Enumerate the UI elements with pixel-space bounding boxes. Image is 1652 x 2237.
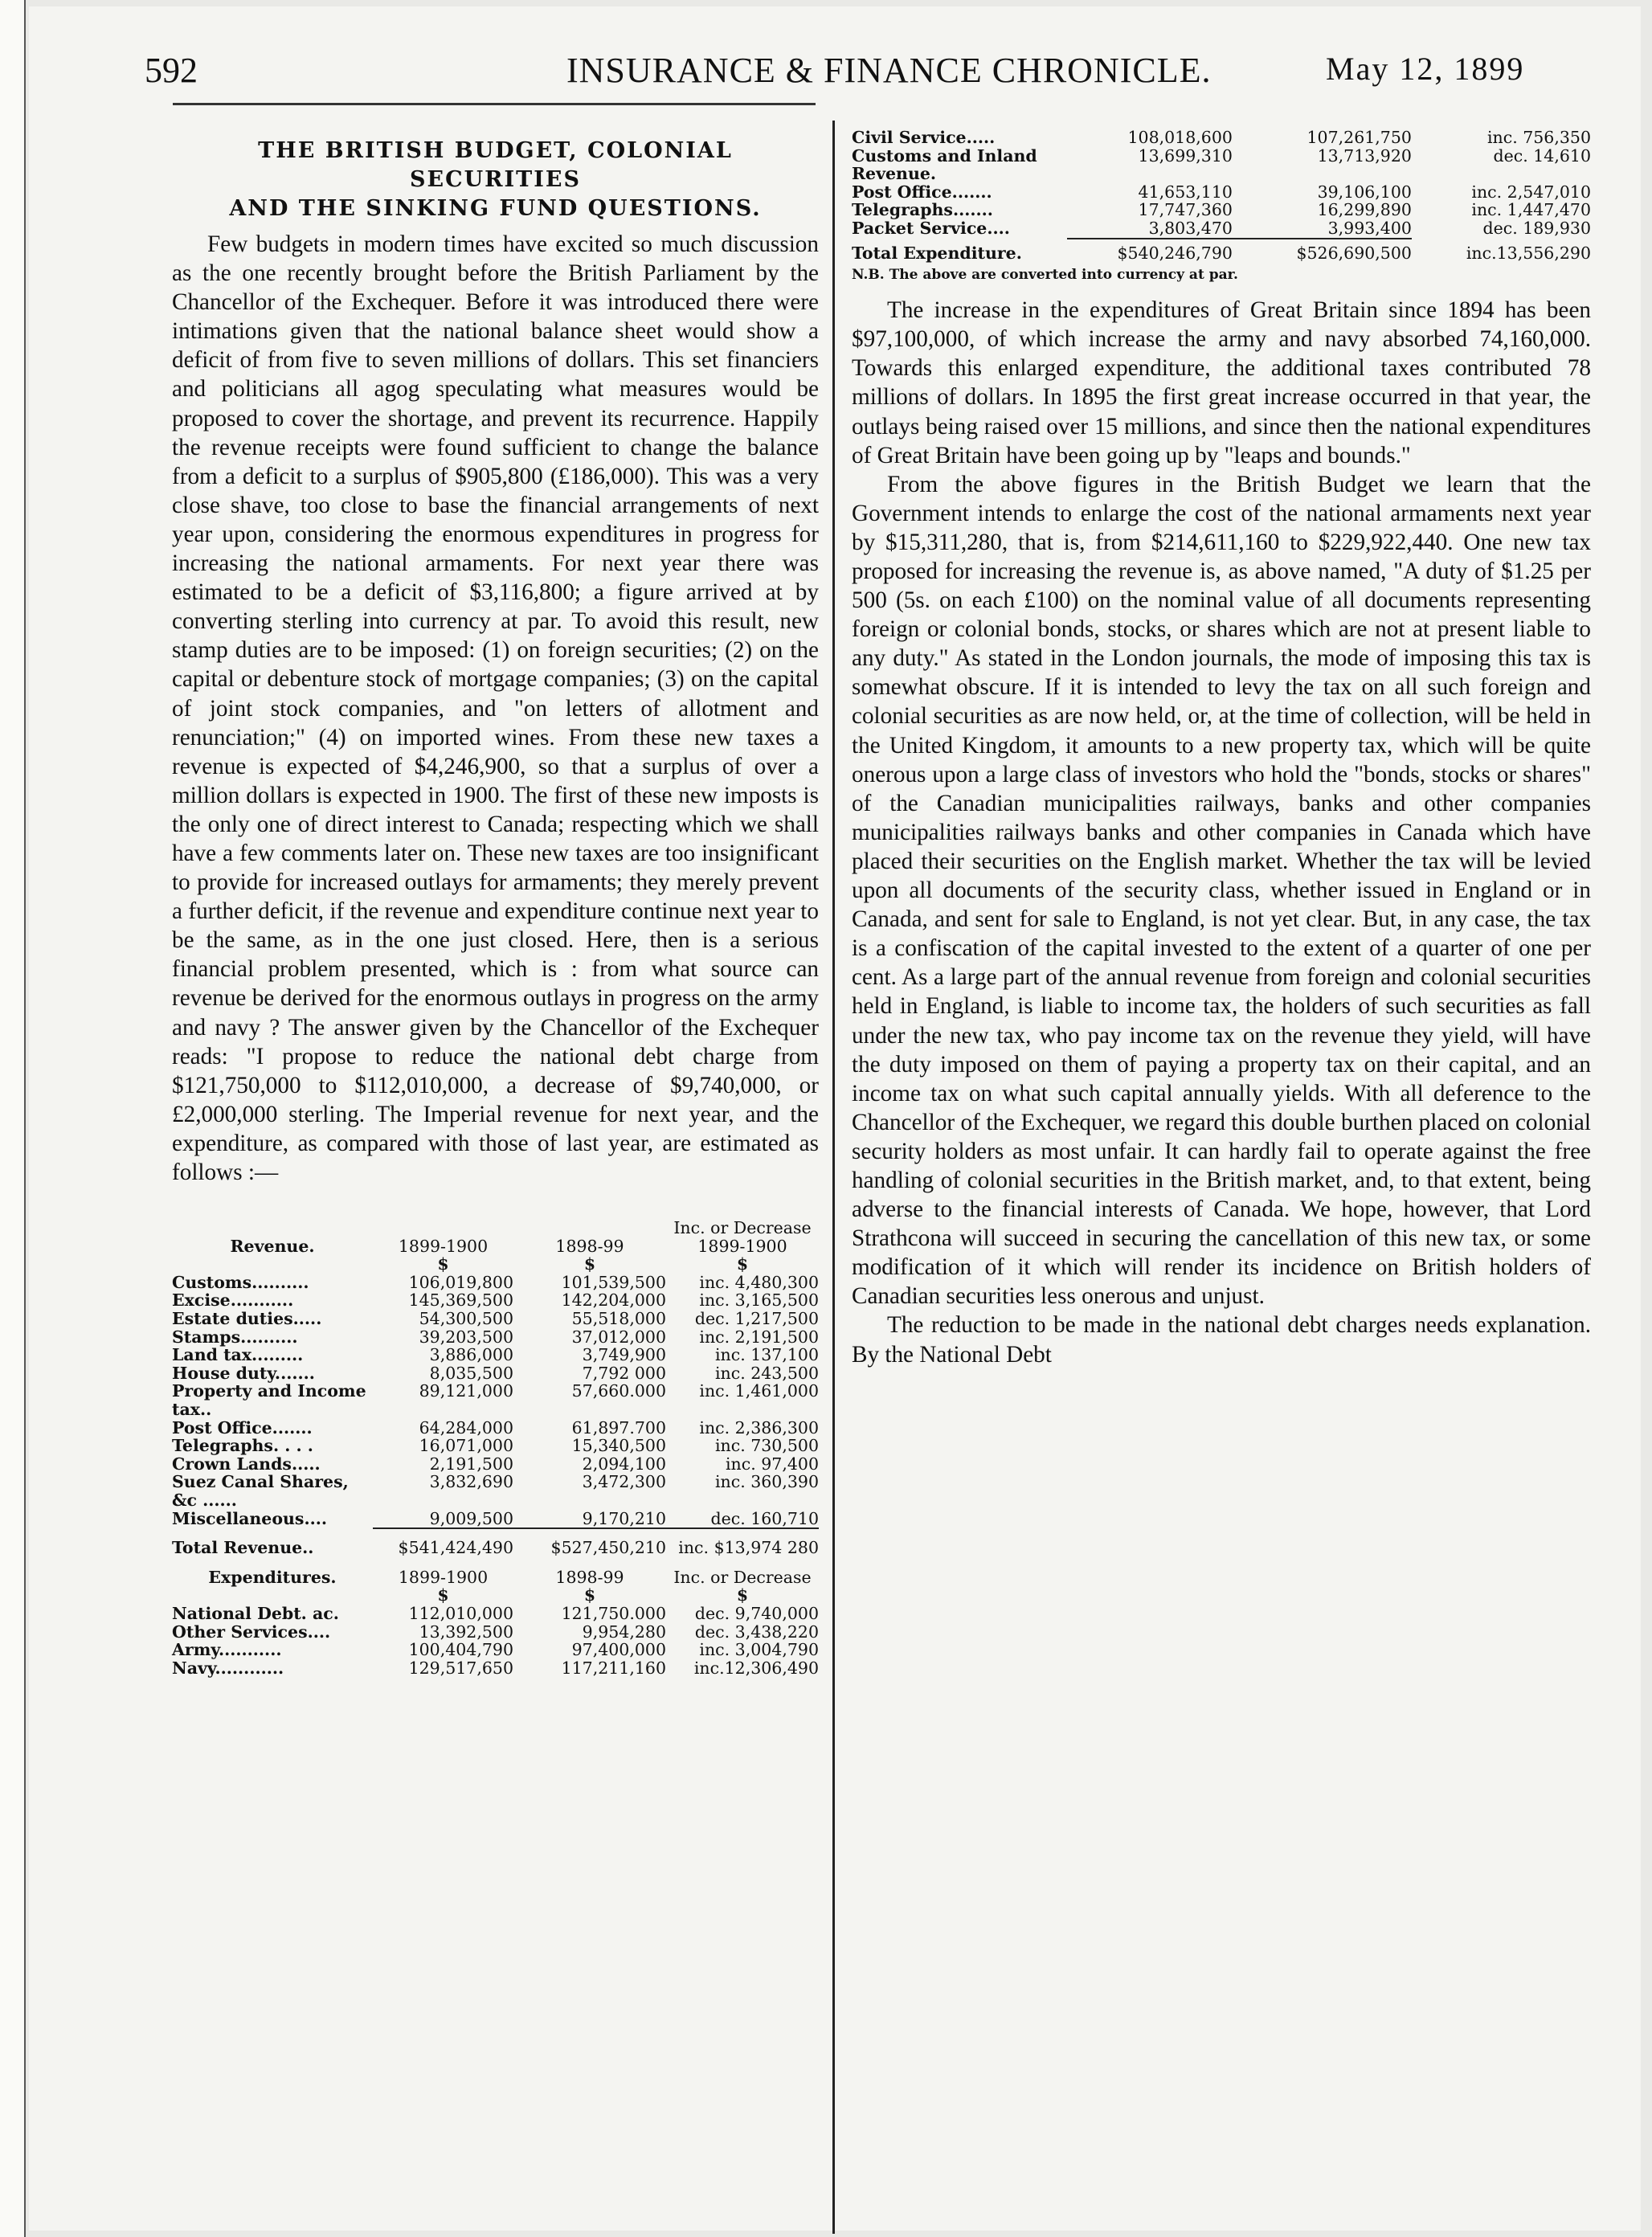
- table-row: [172, 1455, 819, 1474]
- cell-value: 15,340,500: [571, 1436, 666, 1456]
- cell-value: 142,204,000: [561, 1290, 666, 1311]
- cell-value: 3,803,470: [1148, 218, 1233, 238]
- cell-value: 9,170,210: [582, 1508, 666, 1528]
- journal-title: INSURANCE & FINANCE CHRONICLE.: [566, 51, 1212, 90]
- total-value: $541,424,490: [398, 1538, 513, 1558]
- expenditure-header-year1: 1899-1900: [398, 1567, 489, 1587]
- cell-value: inc. 243,500: [714, 1363, 819, 1383]
- cell-value: dec. 3,438,220: [694, 1622, 819, 1642]
- currency-symbol: $: [437, 1254, 449, 1274]
- article-headline: [172, 137, 819, 223]
- cell-value: 39,203,500: [419, 1327, 513, 1347]
- total-change: inc. $13,974 280: [678, 1538, 819, 1558]
- cell-value: 3,749,900: [582, 1345, 666, 1365]
- table-row: [852, 201, 1591, 219]
- table-row: [172, 1473, 819, 1509]
- cell-value: 54,300,500: [419, 1309, 513, 1329]
- table-row: [852, 129, 1591, 147]
- cell-value: 145,369,500: [408, 1290, 513, 1311]
- cell-value: inc. 756,350: [1486, 128, 1591, 147]
- currency-symbol: $: [583, 1585, 596, 1605]
- cell-value: 9,009,500: [429, 1508, 513, 1528]
- cell-value: dec. 14,610: [1493, 145, 1591, 166]
- revenue-table: [172, 1219, 819, 1677]
- cell-value: inc.12,306,490: [693, 1658, 819, 1678]
- row-label: Stamps..........: [172, 1327, 298, 1347]
- row-label: Crown Lands.....: [172, 1454, 321, 1474]
- total-value: $527,450,210: [550, 1538, 666, 1558]
- cell-value: inc. 730,500: [714, 1436, 819, 1456]
- row-label: Miscellaneous....: [172, 1508, 328, 1528]
- paragraph: From the above figures in the British Budget we learn that the Government intends to enlarge the cost of the national armaments next year by $15,311,280, that is, from $214,611,160 to $229,922,440. One new tax proposed for increasing the revenue is, as above named, "A duty of $1.25 per 500 (5s. on each £100) on the nominal value of all documents representing foreign or colonial bonds, stocks, or shares which are not at present liable to any duty." As stated in the London journals, the mode of imposing this tax is somewhat obscure. If it is intended to levy the tax on all such foreign and colonial securities as are now held, or, at the time of collection, will be held in the United Kingdom, it amounts to a new property tax, which will be quite onerous upon a large class of investors who hold the "bonds, stocks or shares" of the Canadian municipalities railways, banks and other companies municipalities railways banks and other companies in Canada which have placed their securities on the English market. Whether the tax will be levied upon all documents of the security class, whether issued in England or in Canada, and sent for sale to England, is not yet clear. But, in any case, the tax is a confiscation of the capital invested to the extent of a quarter of one per cent. As a large part of the annual revenue from foreign and colonial securities held in England, is liable to income tax, the holders of such securities as fall under the new tax, who pay income tax on the revenue they yield, will have the duty imposed on them of paying a property tax on their capital, and an income tax on what such capital annually yields. With all deference to the Chancellor of the Exchequer, we regard this double burthen placed on colonial security holders as most unfair. It can hardly fail to operate against the free handling of colonial securities in the British market, and, to that extent, being adverse to the financial interests of Canada. We hope, however, that Lord Strathcona will succeed in securing the cancellation of this new tax, or some modification of it which will render its incidence on British holders of Canadian securities less onerous and unjust.: [852, 471, 1591, 1310]
- cell-value: 3,886,000: [429, 1345, 513, 1365]
- row-label: Customs and Inland Revenue.: [852, 145, 1037, 184]
- column-divider: [832, 121, 835, 2234]
- cell-value: 9,954,280: [582, 1622, 666, 1642]
- row-label: Packet Service....: [852, 218, 1010, 238]
- cell-value: inc. 1,461,000: [699, 1381, 819, 1401]
- revenue-header-change: Inc. or Decrease 1899-1900: [673, 1218, 812, 1256]
- cell-value: 57,660.000: [571, 1381, 666, 1401]
- cell-value: inc. 2,191,500: [699, 1327, 819, 1347]
- cell-value: 107,261,750: [1306, 128, 1412, 147]
- cell-value: 13,713,920: [1317, 145, 1412, 166]
- issue-date: May 12, 1899: [1326, 51, 1525, 87]
- cell-value: 16,071,000: [419, 1436, 513, 1456]
- row-label: Telegraphs.......: [852, 200, 993, 220]
- cell-value: 97,400,000: [571, 1640, 666, 1660]
- row-label: Other Services....: [172, 1622, 331, 1642]
- cell-value: 117,211,160: [561, 1658, 666, 1678]
- header-rule: [173, 103, 816, 105]
- table-row: [852, 219, 1591, 239]
- cell-value: 13,392,500: [419, 1622, 513, 1642]
- table-row: [852, 183, 1591, 202]
- cell-value: 8,035,500: [429, 1363, 513, 1383]
- row-label: Estate duties.....: [172, 1309, 322, 1329]
- row-label: Civil Service.....: [852, 128, 996, 147]
- currency-symbol: $: [736, 1254, 749, 1274]
- cell-value: 3,472,300: [582, 1472, 666, 1492]
- row-label: Suez Canal Shares, &c ......: [172, 1472, 349, 1510]
- cell-value: 61,897.700: [571, 1417, 666, 1437]
- expenditure-header-change: Inc. or Decrease: [673, 1567, 812, 1587]
- row-label: Navy............: [172, 1658, 284, 1678]
- cell-value: 100,404,790: [408, 1640, 513, 1660]
- paragraph: The increase in the expenditures of Great Britain since 1894 has been $97,100,000, of which increase the army and navy absorbed 74,160,000. Towards this enlarged expenditure, the additional taxes contributed 78 millions of dollars. In 1895 the first great increase occurred in that year, the outlays being raised over 15 millions, and since then the national expenditures of Great Britain have been going up by "leaps and bounds.": [852, 297, 1591, 468]
- cell-value: inc. 137,100: [714, 1345, 819, 1365]
- page-header: [145, 50, 1631, 106]
- cell-value: 39,106,100: [1317, 182, 1412, 202]
- headline-line-2: AND THE SINKING FUND QUESTIONS.: [229, 196, 762, 221]
- cell-value: 2,094,100: [582, 1454, 666, 1474]
- row-label: House duty.......: [172, 1363, 315, 1383]
- expenditure-total-row: [852, 244, 1591, 263]
- cell-value: 13,699,310: [1138, 145, 1233, 166]
- expenditure-rows: [172, 1605, 819, 1677]
- total-value: $540,246,790: [1117, 243, 1233, 263]
- row-label: Army...........: [172, 1640, 282, 1660]
- row-label: Excise...........: [172, 1290, 294, 1311]
- table-row: [172, 1328, 819, 1347]
- cell-value: dec. 189,930: [1482, 218, 1591, 238]
- paragraph: The reduction to be made in the national debt charges needs explanation. By the National Debt: [852, 1312, 1591, 1368]
- cell-value: inc. 97,400: [725, 1454, 819, 1474]
- table-row: [852, 147, 1591, 183]
- table-row: [172, 1364, 819, 1383]
- expenditure-header-year2: 1898-99: [555, 1567, 624, 1587]
- revenue-header-year2: 1898-99: [555, 1236, 624, 1256]
- paragraph: Few budgets in modern times have excited so much discussion as the one recently brought before the British Parliament by the Chancellor of the Exchequer. Before it was introduced there were intimations given that the national balance sheet would show a deficit of from five to seven millions of dollars. This set financiers and politicians all agog speculating what measures would be proposed to cover the shortage, and prevent its recurrence. Happily the revenue receipts were found sufficient to change the balance from a deficit to a surplus of $905,800 (£186,000). This was a very close shave, too close to base the financial arrangements of next year upon, considering the enormous expenditures in progress for increasing the national armaments. For next year there was estimated to be a deficit of $3,116,800; a figure arrived at by converting sterling into currency at par. To avoid this result, new stamp duties are to be imposed: (1) on foreign securities; (2) on the capital or debenture stock of mortgage companies; (3) on the capital of joint stock companies, and "on letters of allotment and renunciation;" (4) on imported wines. From these new taxes a revenue is expected of $4,246,900, so that a surplus of over a million dollars is expected in 1900. The first of these new imposts is the only one of direct interest to Canada; respecting which we shall have a few comments later on. These new taxes are too insignificant to provide for increased outlays for armaments; they merely prevent a further deficit, if the revenue and expenditure continue next year to be the same, as in the one just closed. Here, then is a serious financial problem presented, which is : from what source can revenue be derived for the enormous outlays in progress on the army and navy ? The answer given by the Chancellor of the Exchequer reads: "I propose to reduce the national debt charge from $121,750,000 to $112,010,000, a decrease of $9,740,000, or £2,000,000 sterling. The Imperial revenue for next year, and the expenditure, as compared with those of last year, are estimated as follows :—: [172, 231, 819, 1185]
- left-column: [172, 129, 819, 1677]
- cell-value: inc. 1,447,470: [1471, 200, 1591, 220]
- row-label: Post Office.......: [852, 182, 992, 202]
- left-body-text: [172, 230, 819, 1187]
- cell-value: 112,010,000: [408, 1603, 513, 1623]
- cell-value: 89,121,000: [419, 1381, 513, 1401]
- cell-value: 55,518,000: [571, 1309, 666, 1329]
- cell-value: 3,993,400: [1327, 218, 1412, 238]
- cell-value: 2,191,500: [429, 1454, 513, 1474]
- row-label: National Debt. ac.: [172, 1603, 339, 1623]
- cell-value: inc. 2,547,010: [1471, 182, 1591, 202]
- currency-symbol: $: [736, 1585, 749, 1605]
- table-row: [172, 1623, 819, 1642]
- total-value: $526,690,500: [1296, 243, 1412, 263]
- currency-symbol: $: [583, 1254, 596, 1274]
- revenue-header-label: Revenue.: [230, 1236, 315, 1256]
- table-row: [172, 1419, 819, 1437]
- cell-value: 41,653,110: [1138, 182, 1233, 202]
- cell-value: inc. 3,004,790: [699, 1640, 819, 1660]
- revenue-header-year1: 1899-1900: [398, 1236, 489, 1256]
- table-row: [172, 1437, 819, 1455]
- cell-value: 3,832,690: [429, 1472, 513, 1492]
- cell-value: dec. 1,217,500: [694, 1309, 819, 1329]
- table-row: [172, 1659, 819, 1678]
- right-body-text: [852, 296, 1591, 1368]
- headline-line-1: THE BRITISH BUDGET, COLONIAL SECURITIES: [258, 138, 733, 192]
- row-label: Telegraphs. . . .: [172, 1436, 313, 1456]
- right-column: [852, 129, 1591, 1369]
- page-number: 592: [145, 51, 198, 90]
- cell-value: 64,284,000: [419, 1417, 513, 1437]
- total-label: Total Revenue..: [172, 1538, 314, 1558]
- revenue-rows: [172, 1274, 819, 1528]
- expenditure-continued-table: [852, 129, 1591, 262]
- cell-value: inc. 4,480,300: [699, 1272, 819, 1292]
- cell-value: 121,750.000: [561, 1603, 666, 1623]
- row-label: Land tax.........: [172, 1345, 304, 1365]
- row-label: Property and Income tax..: [172, 1381, 366, 1420]
- table-row: [172, 1641, 819, 1659]
- table-row: [172, 1605, 819, 1623]
- cell-value: dec. 9,740,000: [694, 1603, 819, 1623]
- cell-value: 16,299,890: [1317, 200, 1412, 220]
- cell-value: 106,019,800: [408, 1272, 513, 1292]
- page-edge: [0, 0, 26, 2237]
- revenue-total-row: [172, 1534, 819, 1557]
- table-row: [172, 1310, 819, 1328]
- row-label: Customs..........: [172, 1272, 309, 1292]
- table-row: [172, 1510, 819, 1529]
- table-row: [172, 1274, 819, 1292]
- currency-symbol: $: [437, 1585, 449, 1605]
- conversion-note: N.B. The above are converted into currency at par.: [852, 267, 1238, 284]
- cell-value: inc. 2,386,300: [699, 1417, 819, 1437]
- row-label: Post Office.......: [172, 1417, 313, 1437]
- table-row: [172, 1291, 819, 1310]
- cell-value: 37,012,000: [571, 1327, 666, 1347]
- total-label: Total Expenditure.: [852, 243, 1022, 263]
- table-row: [172, 1346, 819, 1364]
- table-row: [172, 1382, 819, 1418]
- expenditure-header-label: Expenditures.: [208, 1567, 337, 1587]
- cell-value: inc. 3,165,500: [699, 1290, 819, 1311]
- cell-value: 108,018,600: [1127, 128, 1233, 147]
- cell-value: inc. 360,390: [714, 1472, 819, 1492]
- cell-value: 7,792 000: [582, 1363, 666, 1383]
- total-change: inc.13,556,290: [1466, 243, 1591, 263]
- cell-value: 101,539,500: [561, 1272, 666, 1292]
- cell-value: dec. 160,710: [710, 1508, 819, 1528]
- cell-value: 129,517,650: [408, 1658, 513, 1678]
- cell-value: 17,747,360: [1138, 200, 1233, 220]
- expenditure-continued-rows: [852, 129, 1591, 239]
